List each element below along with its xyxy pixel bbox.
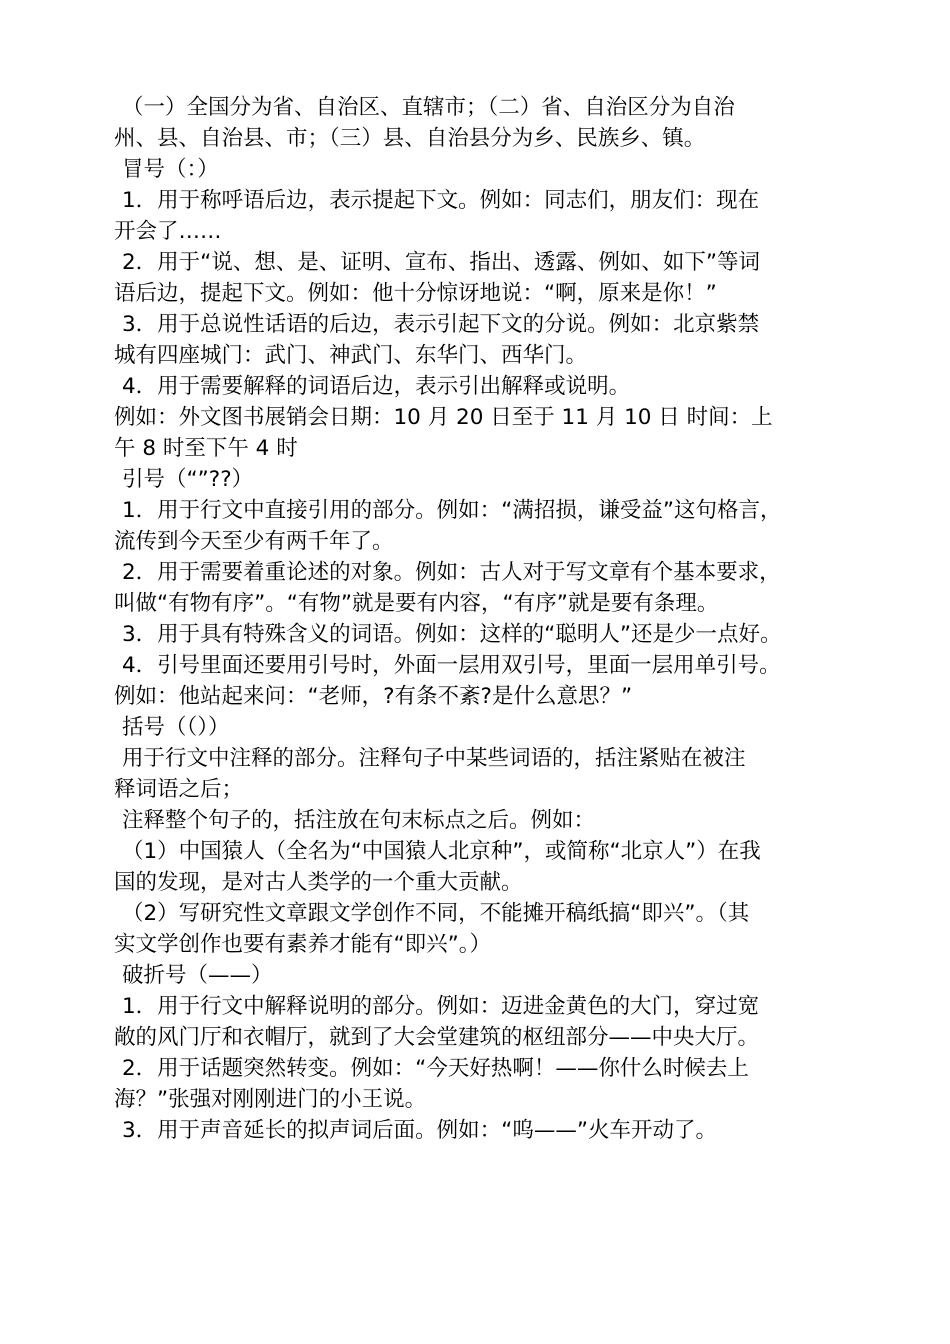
text-line: 释词语之后； xyxy=(114,777,244,802)
text-line: （一）全国分为省、自治区、直辖市；（二）省、自治区分为自治 xyxy=(122,95,735,120)
document-page xyxy=(114,92,859,1146)
text-line: 4．用于需要解释的词语后边，表示引出解释或说明。 xyxy=(122,374,631,399)
text-line: 2．用于“说、想、是、证明、宣布、指出、透露、例如、如下”等词 xyxy=(122,250,760,275)
section-heading-quotes: 引号（“”??） xyxy=(122,467,254,492)
section-heading-brackets: 括号（（）） xyxy=(122,715,230,740)
text-line: 2．用于话题突然转变。例如：“今天好热啊！——你什么时候去上 xyxy=(122,1056,749,1081)
text-line: 用于行文中注释的部分。注释句子中某些词语的，括注紧贴在被注 xyxy=(122,746,746,771)
text-line: 午 8 时至下午 4 时 xyxy=(114,436,298,461)
text-line: 语后边，提起下文。例如：他十分惊讶地说：“啊，原来是你！” xyxy=(114,281,717,306)
text-line: 海？”张强对刚刚进门的小王说。 xyxy=(114,1087,427,1112)
text-line: 例如：他站起来问：“老师，?有条不紊?是什么意思？” xyxy=(114,684,633,709)
text-line: 注释整个句子的，括注放在句末标点之后。例如： xyxy=(122,808,596,833)
text-line: 实文学创作也要有素养才能有“即兴”。） xyxy=(114,932,492,957)
text-line: 3．用于具有特殊含义的词语。例如：这样的“聪明人”还是少一点好。 xyxy=(122,622,782,647)
text-line: 州、县、自治县、市；（三）县、自治县分为乡、民族乡、镇。 xyxy=(114,126,706,151)
text-line: 流传到今天至少有两千年了。 xyxy=(114,529,394,554)
text-line: 开会了…… xyxy=(114,219,222,244)
text-line: 3．用于总说性话语的后边，表示引起下文的分说。例如：北京紫禁 xyxy=(122,312,760,337)
text-line: 1．用于称呼语后边，表示提起下文。例如：同志们，朋友们：现在 xyxy=(122,188,760,213)
text-line: 城有四座城门：武门、神武门、东华门、西华门。 xyxy=(114,343,588,368)
text-line: 敞的风门厅和衣帽厅，就到了大会堂建筑的枢纽部分——中央大厅。 xyxy=(114,1025,760,1050)
text-line: 1．用于行文中直接引用的部分。例如：“满招损，谦受益”这句格言， xyxy=(122,498,782,523)
text-line: 国的发现，是对古人类学的一个重大贡献。 xyxy=(114,870,523,895)
text-line: （2）写研究性文章跟文学创作不同，不能摊开稿纸搞“即兴”。（其 xyxy=(122,901,750,926)
text-line: 叫做“有物有序”。“有物”就是要有内容，“有序”就是要有条理。 xyxy=(114,591,719,616)
section-heading-dash: 破折号（——） xyxy=(122,963,273,988)
text-line: 例如：外文图书展销会日期：10 月 20 日至于 11 月 10 日 时间：上 xyxy=(114,405,773,430)
text-line: 3．用于声音延长的拟声词后面。例如：“呜——”火车开动了。 xyxy=(122,1118,717,1143)
text-line: 2．用于需要着重论述的对象。例如：古人对于写文章有个基本要求， xyxy=(122,560,781,585)
text-line: （1）中国猿人（全名为“中国猿人北京种”，或简称“北京人”）在我 xyxy=(122,839,761,864)
section-heading-colon: 冒号（：） xyxy=(122,157,219,182)
text-line: 4．引号里面还要用引号时，外面一层用双引号，里面一层用单引号。 xyxy=(122,653,781,678)
text-line: 1．用于行文中解释说明的部分。例如：迈进金黄色的大门，穿过宽 xyxy=(122,994,760,1019)
